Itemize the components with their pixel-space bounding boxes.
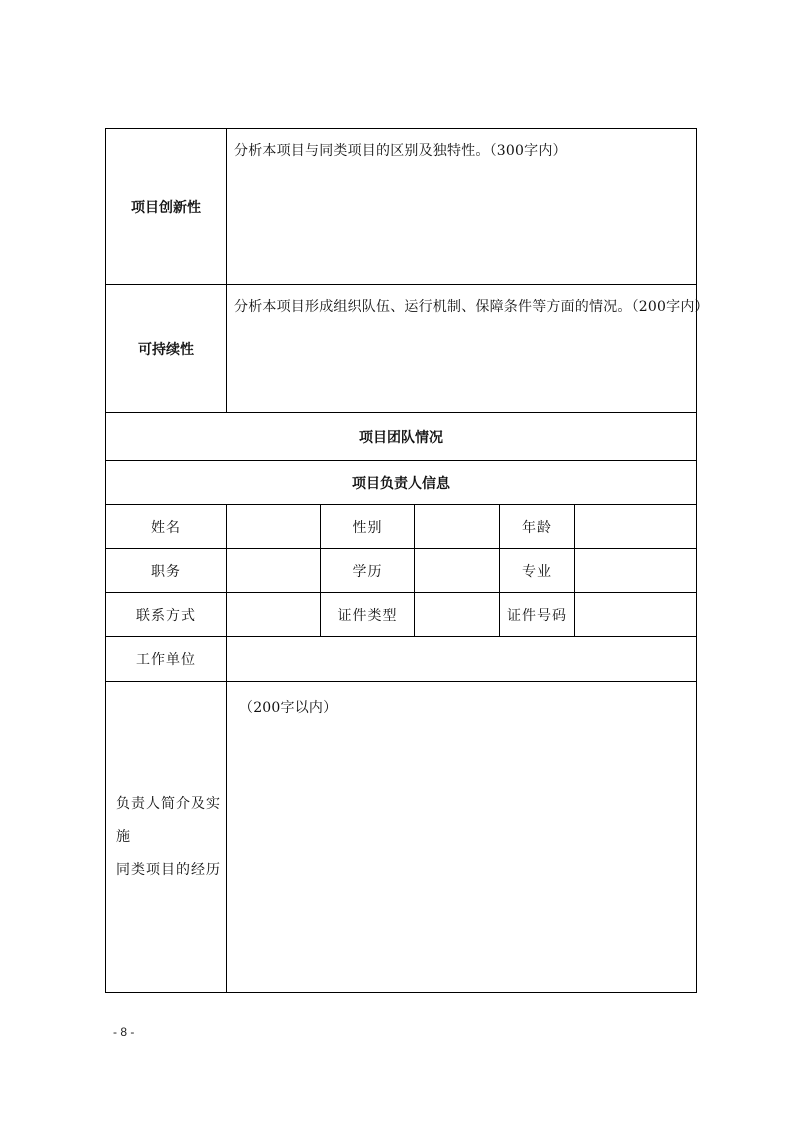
name-label: 姓名	[106, 505, 227, 549]
info-row-3	[106, 593, 697, 637]
application-form-table	[105, 128, 709, 993]
age-value[interactable]	[575, 505, 697, 549]
leader-heading: 项目负责人信息	[106, 461, 697, 505]
id-number-label: 证件号码	[500, 593, 575, 637]
team-heading: 项目团队情况	[106, 413, 697, 461]
position-label: 职务	[106, 549, 227, 593]
gender-value[interactable]	[415, 505, 500, 549]
id-type-label: 证件类型	[321, 593, 415, 637]
gender-label: 性别	[321, 505, 415, 549]
bio-field[interactable]	[227, 682, 697, 993]
major-value[interactable]	[575, 549, 697, 593]
sustainability-field[interactable]	[227, 285, 709, 413]
id-type-value[interactable]	[415, 593, 500, 637]
sustainability-prompt: 分析本项目形成组织队伍、运行机制、保障条件等方面的情况。（200字内）	[234, 299, 709, 315]
innovation-prompt: 分析本项目与同类项目的区别及独特性。（300字内）	[234, 143, 567, 159]
education-label: 学历	[321, 549, 415, 593]
position-value[interactable]	[227, 549, 321, 593]
bio-label-line-2: 同类项目的经历	[116, 861, 221, 878]
innovation-field[interactable]	[227, 129, 697, 285]
page-number: - 8 -	[113, 1025, 135, 1039]
employer-row	[106, 637, 697, 682]
age-label: 年龄	[500, 505, 575, 549]
education-value[interactable]	[415, 549, 500, 593]
info-row-2	[106, 549, 697, 593]
sustainability-label: 可持续性	[106, 285, 227, 413]
bio-label	[106, 682, 227, 993]
name-value[interactable]	[227, 505, 321, 549]
bio-label-line-1: 负责人简介及实施	[116, 795, 221, 845]
major-label: 专业	[500, 549, 575, 593]
id-number-value[interactable]	[575, 593, 697, 637]
info-row-1	[106, 505, 697, 549]
sustainability-row	[106, 285, 697, 413]
employer-value[interactable]	[227, 637, 697, 682]
innovation-row	[106, 129, 697, 285]
bio-prompt: （200字以内）	[239, 700, 338, 716]
team-heading-row	[106, 413, 697, 461]
contact-label: 联系方式	[106, 593, 227, 637]
leader-heading-row	[106, 461, 697, 505]
employer-label: 工作单位	[106, 637, 227, 682]
bio-row	[106, 682, 697, 993]
contact-value[interactable]	[227, 593, 321, 637]
innovation-label: 项目创新性	[106, 129, 227, 285]
